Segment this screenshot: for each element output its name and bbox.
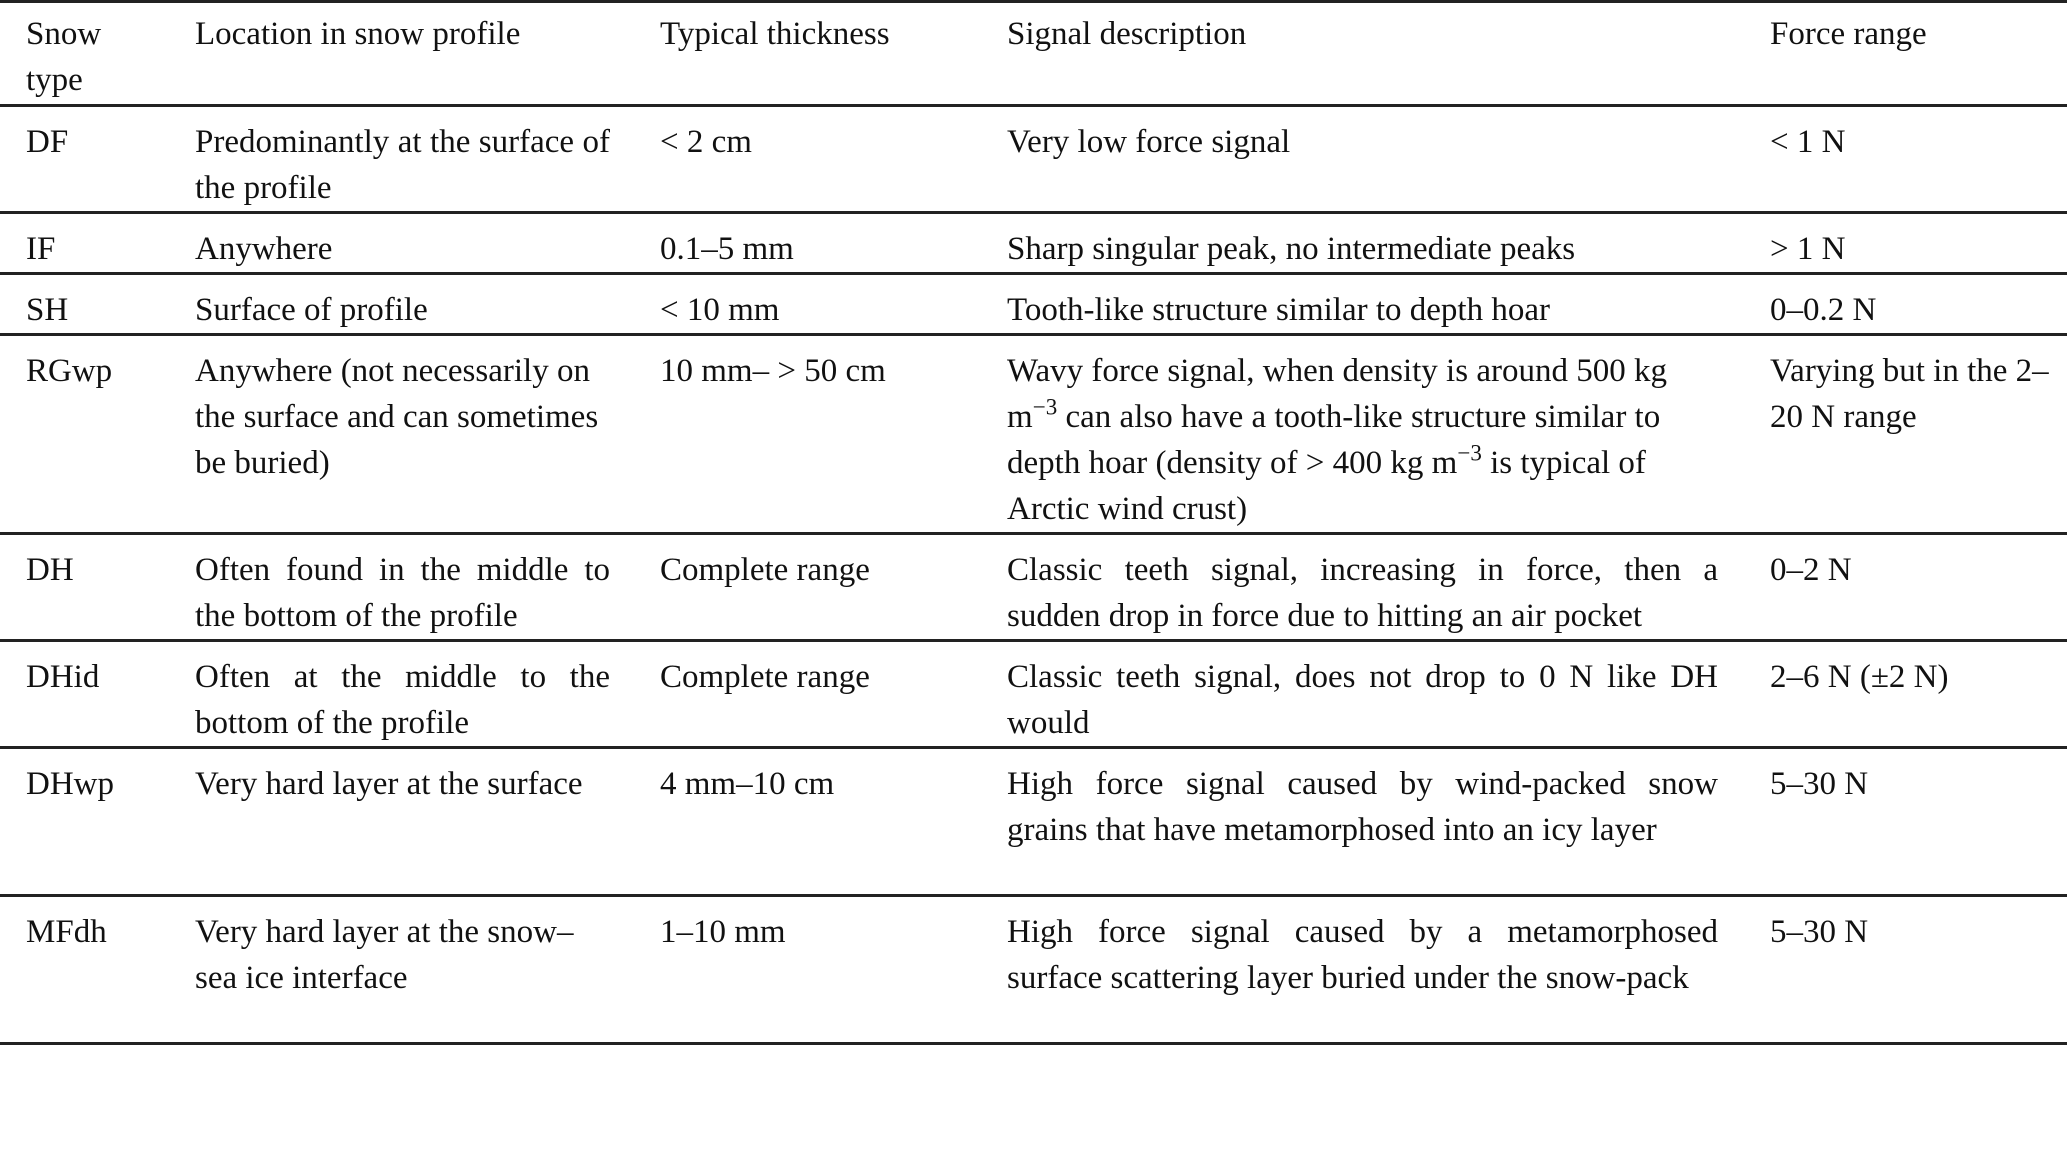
cell-thickness: 1–10 mm [660,914,786,950]
cell-snow-type: DHid [26,659,100,695]
cell-thickness: Complete range [660,552,870,588]
cell-snow-type: IF [26,231,56,267]
cell-snow-type: SH [26,292,69,328]
header-thickness: Typical thickness [660,16,890,52]
table-row [0,106,2067,213]
cell-signal: Classic teeth signal, does not drop to 0 N like DH would [1007,659,1718,741]
cell-location: Predominantly at the surface of the profile [195,124,610,206]
cell-location: Often found in the middle to the bottom of the profile [195,552,610,634]
header-signal: Signal description [1007,16,1247,52]
cell-snow-type: RGwp [26,353,113,389]
header-force: Force range [1770,16,1927,52]
cell-thickness: 10 mm– > 50 cm [660,353,886,389]
cell-signal: Tooth-like structure similar to depth hoar [1007,292,1550,328]
cell-force: 0–2 N [1770,552,1852,588]
cell-thickness: < 2 cm [660,124,752,160]
cell-force: 5–30 N [1770,914,1869,950]
table-row [0,641,2067,748]
table-row [0,335,2067,534]
cell-signal: High force signal caused by a metamorphosed surface scattering layer buried under the snow-pack [1007,914,1718,996]
header-row [0,2,2067,106]
cell-thickness: < 10 mm [660,292,780,328]
table-row [0,748,2067,896]
table-row [0,896,2067,1044]
cell-force: 5–30 N [1770,766,1869,802]
header-location: Location in snow profile [195,16,521,52]
cell-location: Very hard layer at the snow–sea ice interface [195,914,574,996]
cell-location: Anywhere (not necessarily on the surface and can sometimes be buried) [195,353,599,481]
cell-signal: High force signal caused by wind-packed snow grains that have metamorphosed into an icy layer [1007,766,1718,848]
cell-signal: Sharp singular peak, no intermediate peaks [1007,231,1576,267]
cell-thickness: 0.1–5 mm [660,231,794,267]
table-row [0,534,2067,641]
cell-force: 2–6 N (±2 N) [1770,659,1949,695]
signal-text-part: can also have a tooth-like structure similar to depth hoar (density of > 400 kg m [1007,399,1661,481]
table-body [0,106,2067,1044]
cell-location: Anywhere [195,231,333,267]
cell-snow-type: MFdh [26,914,107,950]
cell-location: Very hard layer at the surface [195,766,583,802]
exponent: −3 [1457,439,1482,466]
cell-snow-type: DF [26,124,69,160]
cell-snow-type: DHwp [26,766,114,802]
cell-thickness: 4 mm–10 cm [660,766,835,802]
signal-text-part: is typical of Arctic wind crust) [1007,445,1646,527]
table-row [0,213,2067,274]
cell-force: < 1 N [1770,124,1846,160]
cell-signal: Classic teeth signal, increasing in force, then a sudden drop in force due to hitting an air pocket [1007,552,1718,634]
table-row [0,274,2067,335]
cell-signal: Very low force signal [1007,124,1291,160]
cell-location: Surface of profile [195,292,428,328]
cell-thickness: Complete range [660,659,870,695]
header-snow-type: Snow type [26,16,102,98]
cell-force: 0–0.2 N [1770,292,1877,328]
cell-force: > 1 N [1770,231,1846,267]
cell-location: Often at the middle to the bottom of the profile [195,659,610,741]
signal-text-part: Wavy force signal, when density is around 500 kg m [1007,353,1667,435]
exponent: −3 [1032,393,1058,420]
cell-snow-type: DH [26,552,74,588]
cell-force: Varying but in the 2–20 N range [1770,353,2049,435]
table-header [0,2,2067,106]
cell-signal [1007,335,1770,534]
